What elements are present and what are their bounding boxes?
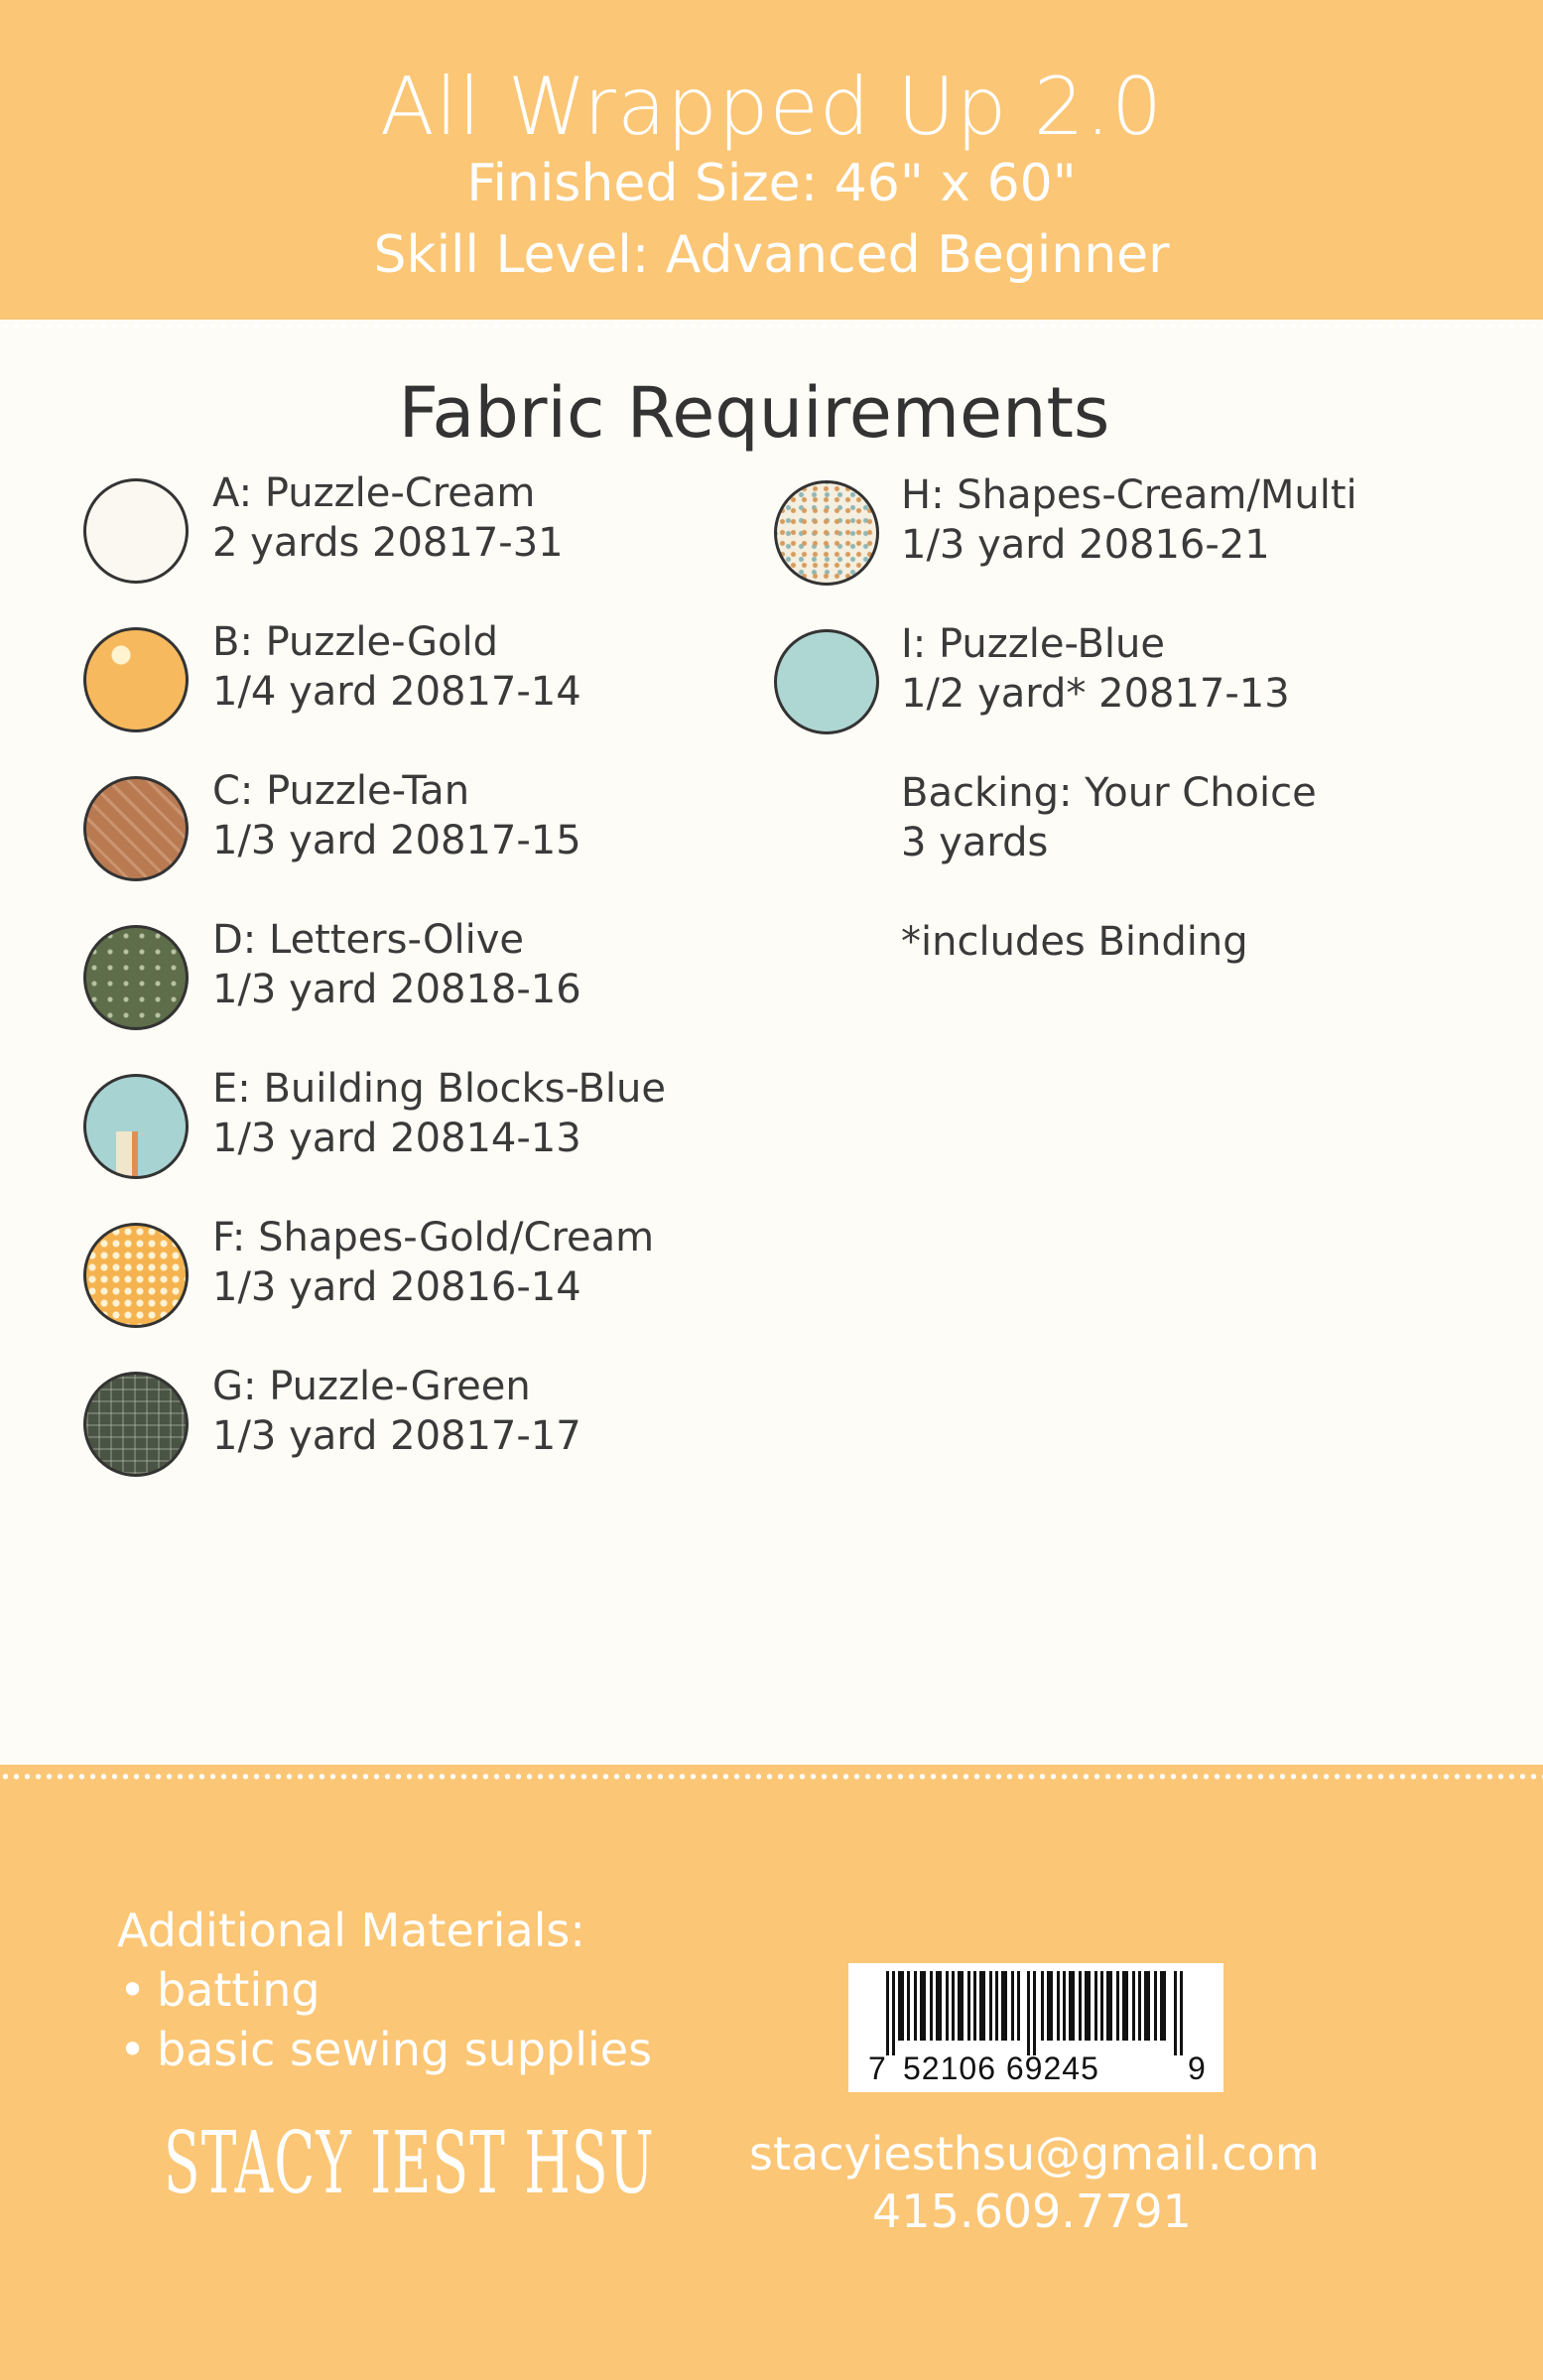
barcode-middle-digits: 52106 69245 bbox=[903, 2050, 1099, 2086]
swatch-e-icon bbox=[83, 1074, 189, 1179]
fabric-requirements-heading: Fabric Requirements bbox=[398, 372, 1110, 454]
contact-email[interactable]: stacyiesthsu@gmail.com bbox=[749, 2127, 1320, 2181]
fabric-e bbox=[212, 1064, 666, 1163]
additional-material-item: • batting bbox=[117, 1960, 652, 2020]
swatch-a-icon bbox=[83, 478, 189, 584]
fabric-c-label: C: Puzzle-Tan bbox=[212, 768, 470, 814]
barcode-bars bbox=[886, 1971, 1184, 2055]
fabric-e-amount: 1/3 yard 20814-13 bbox=[212, 1116, 581, 1161]
fabric-f-label: F: Shapes-Gold/Cream bbox=[212, 1215, 655, 1260]
swatch-g-icon bbox=[83, 1372, 189, 1477]
fabric-c bbox=[212, 766, 581, 865]
additional-materials-heading: Additional Materials: bbox=[117, 1904, 585, 1957]
footer-dotted-border bbox=[0, 1774, 1543, 1780]
fabric-a-amount: 2 yards 20817-31 bbox=[212, 520, 564, 566]
fabric-i-amount: 1/2 yard* 20817-13 bbox=[901, 671, 1290, 717]
swatch-b-icon bbox=[83, 627, 189, 732]
binding-footnote: *includes Binding bbox=[901, 919, 1248, 965]
fabric-a-label: A: Puzzle-Cream bbox=[212, 470, 536, 516]
fabric-f-amount: 1/3 yard 20816-14 bbox=[212, 1264, 581, 1310]
fabric-d-amount: 1/3 yard 20818-16 bbox=[212, 967, 581, 1012]
barcode-first-digit: 7 bbox=[868, 2050, 886, 2086]
fabric-c-amount: 1/3 yard 20817-15 bbox=[212, 818, 581, 863]
fabric-a bbox=[212, 468, 564, 568]
fabric-g-amount: 1/3 yard 20817-17 bbox=[212, 1413, 581, 1459]
additional-material-item: • basic sewing supplies bbox=[117, 2020, 652, 2079]
backing bbox=[901, 768, 1317, 867]
contact-phone: 415.609.7791 bbox=[872, 2184, 1192, 2238]
finished-size: Finished Size: 46" x 60" bbox=[466, 154, 1077, 213]
fabric-e-label: E: Building Blocks-Blue bbox=[212, 1066, 666, 1112]
fabric-g-label: G: Puzzle-Green bbox=[212, 1364, 531, 1409]
fabric-h-amount: 1/3 yard 20816-21 bbox=[901, 522, 1270, 568]
fabric-d-label: D: Letters-Olive bbox=[212, 917, 524, 963]
fabric-b-amount: 1/4 yard 20817-14 bbox=[212, 669, 581, 715]
swatch-d-icon bbox=[83, 925, 189, 1030]
skill-level: Skill Level: Advanced Beginner bbox=[373, 225, 1170, 285]
additional-materials bbox=[117, 1901, 652, 2079]
fabric-h bbox=[901, 470, 1357, 570]
swatch-h-icon bbox=[774, 480, 879, 586]
backing-amount: 3 yards bbox=[901, 820, 1049, 865]
backing-label: Backing: Your Choice bbox=[901, 770, 1317, 816]
fabric-b-label: B: Puzzle-Gold bbox=[212, 619, 498, 665]
header-dotted-border bbox=[0, 324, 1543, 330]
fabric-i-label: I: Puzzle-Blue bbox=[901, 621, 1165, 667]
brand-logo: STACY IEST HSU bbox=[164, 2114, 655, 2213]
pattern-title: All Wrapped Up 2.0 bbox=[379, 61, 1163, 153]
fabric-d bbox=[212, 915, 581, 1014]
fabric-h-label: H: Shapes-Cream/Multi bbox=[901, 472, 1357, 518]
fabric-f bbox=[212, 1213, 654, 1312]
barcode bbox=[848, 1963, 1223, 2092]
swatch-f-icon bbox=[83, 1223, 189, 1328]
barcode-last-digit: 9 bbox=[1188, 2050, 1206, 2086]
fabric-g bbox=[212, 1362, 581, 1461]
swatch-c-icon bbox=[83, 776, 189, 881]
swatch-i-icon bbox=[774, 629, 879, 734]
fabric-i bbox=[901, 619, 1290, 719]
fabric-b bbox=[212, 617, 581, 717]
